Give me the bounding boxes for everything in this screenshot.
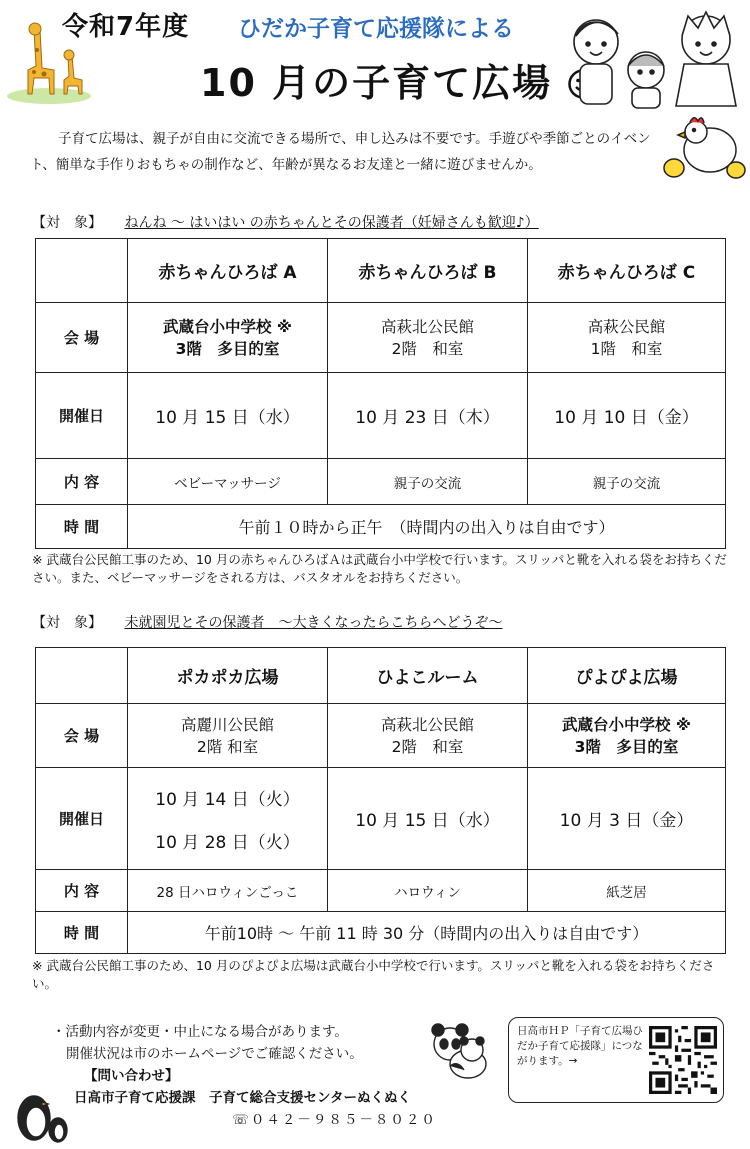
section1-schedule-table	[35, 238, 726, 549]
row-label-date: 開催日	[36, 768, 128, 870]
venue-line: 高萩公民館	[587, 317, 666, 336]
venue-line: 武蔵台小中学校 ※	[562, 715, 691, 734]
row-label-time: 時 間	[36, 912, 128, 954]
contact-phone: ☏０４２－９８５－８０２０	[232, 1112, 437, 1128]
column-header-a: 赤ちゃんひろば A	[128, 239, 328, 303]
row-label-date: 開催日	[36, 373, 128, 459]
page-title	[200, 52, 599, 107]
hp-link-box	[508, 1017, 724, 1103]
table-corner-cell	[36, 239, 128, 303]
row-label-venue: 会 場	[36, 704, 128, 768]
section2-note: ※ 武蔵台公民館工事のため、10 月のぴよぴよ広場は武蔵台小中学校で行います。スリッパと靴を入れる袋をお持ちください。	[32, 958, 715, 991]
footer-line: ・活動内容が変更・中止になる場合があります。	[52, 1024, 348, 1040]
section2-target	[32, 612, 502, 632]
row-label-time: 時 間	[36, 505, 128, 549]
section2-schedule-table	[35, 647, 726, 954]
section1-target-value: ねんね ～ はいはい の赤ちゃんとその保護者（妊婦さんも歓迎♪）	[124, 215, 539, 231]
venue-cell	[128, 303, 328, 373]
venue-line: 武蔵台小中学校 ※	[163, 317, 292, 336]
venue-line: 2階 和室	[196, 737, 259, 756]
content-cell: 28 日ハロウィンごっこ	[128, 870, 328, 912]
date-line: 10 月 14 日（火）	[155, 789, 300, 810]
content-cell: 紙芝居	[528, 870, 726, 912]
section2-target-value: 未就園児とその保護者 ～大きくなったらこちらへどうぞ～	[124, 615, 503, 631]
venue-line: 2階 和室	[391, 737, 464, 756]
fiscal-year-title: 令和7年度	[62, 12, 190, 42]
content-cell: 親子の交流	[328, 459, 528, 505]
section1-target	[32, 212, 539, 232]
column-header-c: 赤ちゃんひろば C	[528, 239, 726, 303]
time-cell: 午前１０時から正午 （時間内の出入りは自由です）	[128, 505, 726, 549]
date-cell: 10 月 15 日（水）	[128, 373, 328, 459]
qr-code[interactable]	[649, 1026, 717, 1094]
column-header-pokapoka: ポカポカ広場	[128, 648, 328, 704]
section2-target-label: 【対 象】	[32, 615, 102, 631]
contact-org: 日高市子育て応援課 子育て総合支援センターぬくぬく	[74, 1090, 411, 1106]
venue-line: 2階 和室	[391, 339, 464, 358]
content-cell: 親子の交流	[528, 459, 726, 505]
section1-target-label: 【対 象】	[32, 215, 102, 231]
date-cell: 10 月 10 日（金）	[528, 373, 726, 459]
venue-cell	[528, 303, 726, 373]
content-cell: ベビーマッサージ	[128, 459, 328, 505]
intro-paragraph: 子育て広場は、親子が自由に交流できる場所で、申し込みは不要です。手遊びや季節ごとのイベント、簡単な手作りおもちゃの制作など、年齢が異なるお友達と一緒に遊びませんか。	[30, 131, 651, 173]
venue-line: 1階 和室	[590, 339, 663, 358]
time-cell: 午前10時 ～ 午前 11 時 30 分（時間内の出入りは自由です）	[128, 912, 726, 954]
venue-line: 3階 多目的室	[175, 339, 280, 358]
date-cell	[128, 768, 328, 870]
venue-cell	[328, 303, 528, 373]
footer-notes	[52, 1021, 437, 1131]
contact-label: 【問い合わせ】	[84, 1068, 179, 1084]
children-illustration	[566, 6, 746, 112]
venue-line: 高萩北公民館	[380, 317, 474, 336]
column-header-b: 赤ちゃんひろば B	[328, 239, 528, 303]
venue-line: 高麗川公民館	[180, 715, 274, 734]
date-cell: 10 月 23 日（木）	[328, 373, 528, 459]
column-header-hiyoko: ひよこルーム	[328, 648, 528, 704]
date-cell: 10 月 15 日（水）	[328, 768, 528, 870]
content-cell: ハロウィン	[328, 870, 528, 912]
row-label-venue: 会 場	[36, 303, 128, 373]
panda-illustration	[428, 1020, 494, 1082]
row-label-content: 内 容	[36, 870, 128, 912]
venue-cell	[528, 704, 726, 768]
row-label-content: 内 容	[36, 459, 128, 505]
chicken-illustration	[660, 110, 746, 186]
table-corner-cell	[36, 648, 128, 704]
hp-link-text: 日高市ＨＰ「子育て広場ひだか子育て応援隊」につながります。→	[517, 1025, 643, 1067]
venue-line: 3階 多目的室	[574, 737, 679, 756]
column-header-piyopiyo: ぴよぴよ広場	[528, 648, 726, 704]
date-cell: 10 月 3 日（金）	[528, 768, 726, 870]
organizer-title: ひだか子育て応援隊による	[238, 16, 514, 42]
footer-line: 開催状況は市のホームページでご確認ください。	[66, 1046, 363, 1062]
venue-line: 高萩北公民館	[380, 715, 474, 734]
venue-cell	[128, 704, 328, 768]
section1-note: ※ 武蔵台公民館工事のため、10 月の赤ちゃんひろばＡは武蔵台小中学校で行います。スリッパと靴を入れる袋をお持ちください。また、ベビーマッサージをされる方は、バスタオルをお持ちください。	[32, 552, 727, 585]
page-title-text: 10 月の子育て広場	[200, 61, 553, 105]
penguin-illustration	[14, 1082, 72, 1144]
date-line: 10 月 28 日（火）	[155, 832, 300, 853]
venue-cell	[328, 704, 528, 768]
